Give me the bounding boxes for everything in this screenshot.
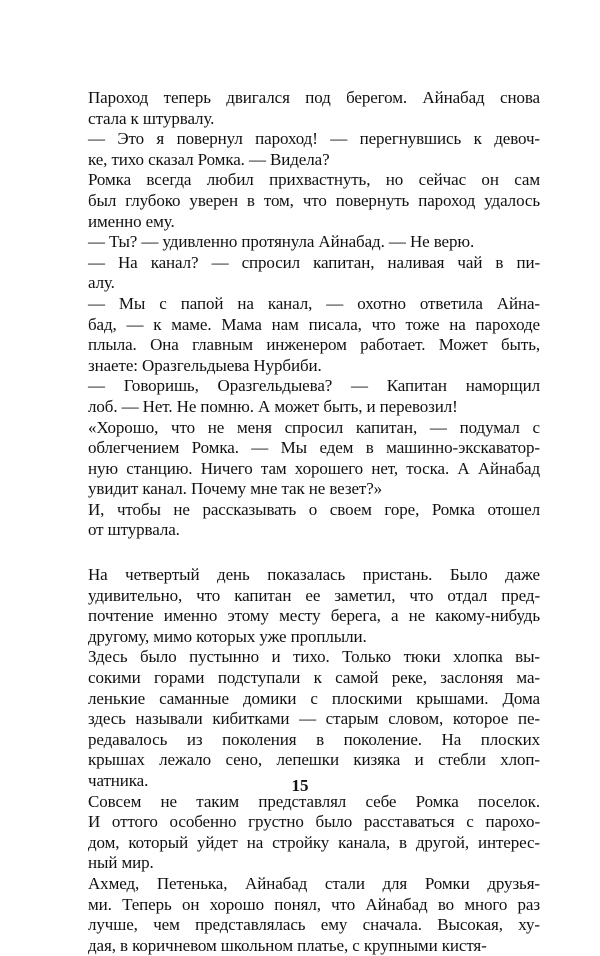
text-line: редавалось из поколения в поколение. На плоских: [88, 729, 540, 749]
text-line: дая, в коричневом школьном платье, с крупными кистя-: [88, 935, 487, 955]
page-number: 15: [291, 776, 309, 795]
text-line: сокими горами подступали к самой реке, заслоняя ма-: [88, 668, 540, 688]
text-line: Пароход теперь двигался под берегом. Айнабад снова: [88, 88, 540, 107]
text-line: лоб. — Нет. Не помню. А может быть, и перевозил!: [88, 396, 458, 416]
text-line: — Мы с папой на канал, — охотно ответила Айна-: [88, 293, 540, 313]
text-line: крышах лежало сено, лепешки кизяка и стебли хлоп-: [88, 750, 540, 770]
text-line: здесь называли кибитками — старым словом, которое пе-: [88, 709, 540, 729]
text-line: удивительно, что капитан ее заметил, что отдал пред-: [88, 585, 540, 605]
text-line: ке, тихо сказал Ромка. — Видела?: [88, 149, 330, 169]
text-line: чатника.: [88, 771, 149, 790]
text-line: ную станцию. Ничего там хорошего нет, тоска. А Айнабад: [88, 458, 540, 478]
text-line: лучше, чем представлялась ему сначала. Высокая, ху-: [88, 915, 540, 935]
text-line: — Говоришь, Оразгельдыева? — Капитан наморщил: [88, 376, 540, 396]
text-line: другому, мимо которых уже проплыли.: [88, 626, 367, 646]
text-line: На четвертый день показалась пристань. Было даже: [88, 565, 540, 585]
text-line: ный мир.: [88, 853, 154, 873]
section-2: [88, 565, 540, 956]
text-line: алу.: [88, 273, 115, 293]
paragraph: [88, 88, 540, 129]
text-column: [88, 88, 540, 956]
text-line: «Хорошо, что не меня спросил капитан, — подумал с: [88, 417, 540, 437]
paragraph: [88, 170, 540, 232]
paragraph: [88, 376, 540, 417]
text-line: дом, который уйдет на стройку канала, в другой, интерес-: [88, 832, 540, 852]
text-line: был глубоко уверен в том, что повернуть пароход удалось: [88, 190, 540, 210]
text-line: Ахмед, Петенька, Айнабад стали для Ромки друзья-: [88, 873, 540, 893]
text-line: стала к штурвалу.: [88, 108, 215, 128]
paragraph: [88, 232, 540, 253]
paragraph: [88, 565, 540, 647]
paragraph: [88, 500, 540, 541]
text-line: плыла. Она главным инженером работает. Может быть,: [88, 335, 540, 355]
section-1: [88, 88, 540, 541]
text-line: Ромка всегда любил прихвастнуть, но сейчас он сам: [88, 170, 540, 190]
text-line: Здесь было пустынно и тихо. Только тюки хлопка вы-: [88, 647, 540, 667]
text-line: Совсем не таким представлял себе Ромка поселок.: [88, 791, 540, 811]
text-line: И оттого особенно грустно было расставаться с парохо-: [88, 812, 540, 832]
text-line: почтение именно этому месту берега, а не какому-нибудь: [88, 606, 540, 626]
text-line: — На канал? — спросил капитан, наливая чай в пи-: [88, 252, 540, 272]
text-line: от штурвала.: [88, 520, 180, 540]
text-line: — Это я повернул пароход! — перегнувшись к девоч-: [88, 129, 540, 149]
text-line: бад, — к маме. Мама нам писала, что тоже на пароходе: [88, 314, 540, 334]
paragraph: [88, 253, 540, 294]
paragraph: [88, 792, 540, 874]
text-line: облегчением Ромка. — Мы едем в машинно-экскаватор-: [88, 438, 540, 458]
text-line: — Ты? — удивленно протянула Айнабад. — Не верю.: [88, 232, 475, 252]
paragraph: [88, 418, 540, 500]
text-line: ми. Теперь он хорошо понял, что Айнабад во много раз: [88, 894, 540, 914]
text-line: именно ему.: [88, 211, 175, 231]
paragraph: [88, 129, 540, 170]
paragraph: [88, 294, 540, 376]
text-line: знаете: Оразгельдыева Нурбиби.: [88, 355, 322, 375]
section-break: [88, 541, 540, 565]
text-line: И, чтобы не рассказывать о своем горе, Ромка отошел: [88, 499, 540, 519]
paragraph: [88, 647, 540, 791]
text-line: увидит канал. Почему мне так не везет?»: [88, 479, 383, 499]
text-line: ленькие саманные домики с плоскими крышами. Дома: [88, 688, 540, 708]
